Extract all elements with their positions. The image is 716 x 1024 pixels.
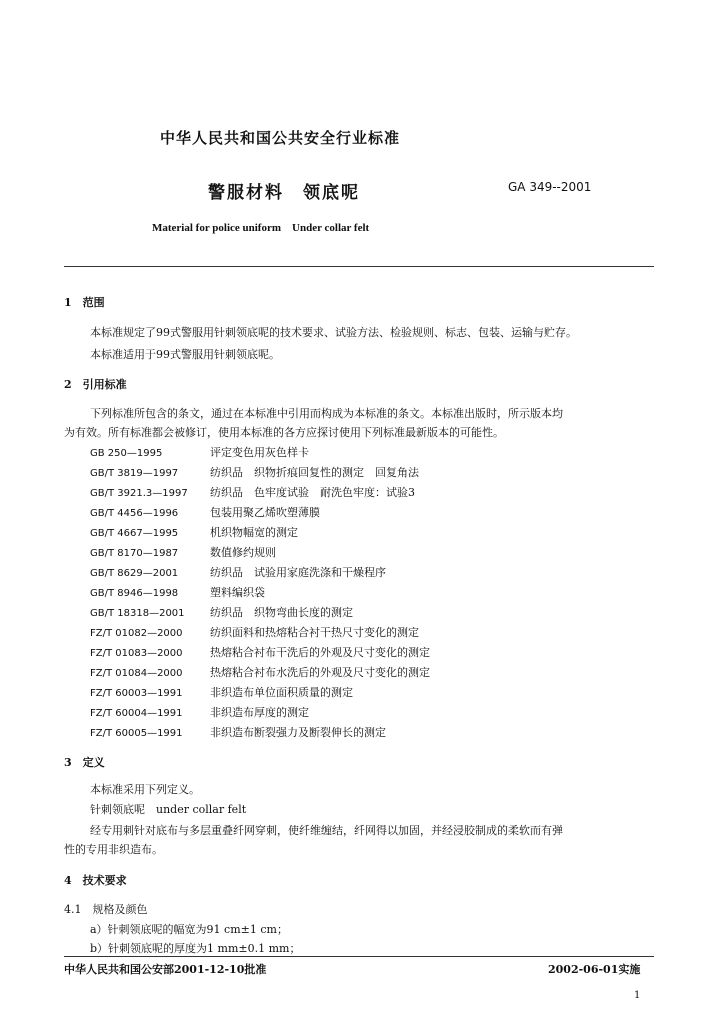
section-1-para-1: 本标准规定了99式警服用针刺领底呢的技术要求、试验方法、检验规则、标志、包装、运输与贮存。	[90, 326, 577, 339]
spec-item-b: b）针刺领底呢的厚度为1 mm±0.1 mm；	[90, 942, 301, 955]
doc-code: GA 349--2001	[508, 180, 592, 194]
reference-code: FZ/T 60003—1991	[90, 688, 183, 699]
reference-item	[90, 544, 276, 560]
reference-title: 评定变色用灰色样卡	[210, 446, 309, 459]
section-2-heading: 2 引用标准	[64, 378, 127, 391]
doc-title-en: Material for police uniform Under collar felt	[152, 222, 370, 234]
reference-title: 非织造布断裂强力及断裂伸长的测定	[210, 726, 386, 739]
reference-title: 非织造布单位面积质量的测定	[210, 686, 353, 699]
reference-item	[90, 704, 309, 720]
header-rule	[64, 266, 654, 267]
doc-title: 警服材料 领底呢	[208, 183, 360, 203]
reference-code: GB/T 8170—1987	[90, 548, 179, 559]
reference-title: 纺织面料和热熔粘合衬干热尺寸变化的测定	[210, 626, 419, 639]
reference-item	[90, 464, 419, 480]
reference-code: GB/T 8946—1998	[90, 588, 179, 599]
reference-code: GB/T 18318—2001	[90, 608, 185, 619]
reference-code: FZ/T 01083—2000	[90, 648, 183, 659]
reference-code: GB/T 4667—1995	[90, 528, 179, 539]
reference-title: 机织物幅宽的测定	[210, 526, 298, 539]
reference-code: FZ/T 60005—1991	[90, 728, 183, 739]
standard-title: 中华人民共和国公共安全行业标准	[160, 129, 401, 147]
section-3-para-1: 本标准采用下列定义。	[90, 783, 200, 796]
section-1-para-2: 本标准适用于99式警服用针刺领底呢。	[90, 348, 280, 361]
section-4-1-heading: 4.1 规格及颜色	[64, 903, 148, 916]
footer-rule	[64, 956, 654, 957]
reference-item	[90, 504, 320, 520]
page-number: 1	[634, 990, 641, 1001]
reference-item	[90, 604, 353, 620]
section-2-intro-1: 下列标准所包含的条文，通过在本标准中引用而构成为本标准的条文。本标准出版时，所示版本均	[90, 407, 563, 420]
reference-code: GB/T 8629—2001	[90, 568, 179, 579]
reference-title: 非织造布厚度的测定	[210, 706, 309, 719]
section-1-heading: 1 范围	[64, 296, 105, 309]
reference-title: 包装用聚乙烯吹塑薄膜	[210, 506, 320, 519]
reference-item	[90, 564, 386, 580]
section-4-heading: 4 技术要求	[64, 874, 127, 887]
reference-item	[90, 724, 386, 740]
reference-item	[90, 444, 309, 460]
reference-code: GB/T 3819—1997	[90, 468, 179, 479]
reference-code: GB/T 3921.3—1997	[90, 488, 188, 499]
reference-title: 热熔粘合衬布水洗后的外观及尺寸变化的测定	[210, 666, 430, 679]
reference-code: GB 250—1995	[90, 448, 163, 459]
approval-text: 中华人民共和国公安部2001-12-10批准	[64, 963, 267, 976]
reference-item	[90, 644, 430, 660]
spec-item-a: a）针刺领底呢的幅宽为91 cm±1 cm；	[90, 923, 288, 936]
reference-code: FZ/T 60004—1991	[90, 708, 183, 719]
reference-item	[90, 664, 430, 680]
reference-item	[90, 624, 419, 640]
reference-title: 热熔粘合衬布干洗后的外观及尺寸变化的测定	[210, 646, 430, 659]
definition-term: 针刺领底呢 under collar felt	[90, 803, 247, 816]
reference-code: GB/T 4456—1996	[90, 508, 179, 519]
reference-item	[90, 684, 353, 700]
reference-code: FZ/T 01082—2000	[90, 628, 183, 639]
definition-text-1: 经专用刺针对底布与多层重叠纤网穿刺，使纤维缠结，纤网得以加固，并经浸胶制成的柔软而有弹	[90, 824, 563, 837]
reference-title: 塑料编织袋	[210, 586, 265, 599]
reference-item	[90, 524, 298, 540]
reference-title: 数值修约规则	[210, 546, 276, 559]
section-3-heading: 3 定义	[64, 756, 105, 769]
reference-title: 纺织品 织物折痕回复性的测定 回复角法	[210, 466, 419, 479]
definition-text-2: 性的专用非织造布。	[64, 843, 163, 856]
reference-title: 纺织品 试验用家庭洗涤和干燥程序	[210, 566, 386, 579]
reference-title: 纺织品 色牢度试验 耐洗色牢度：试验3	[210, 486, 415, 499]
implementation-text: 2002-06-01实施	[548, 963, 641, 976]
section-2-intro-2: 为有效。所有标准都会被修订，使用本标准的各方应探讨使用下列标准最新版本的可能性。	[64, 426, 504, 439]
reference-item	[90, 484, 415, 500]
reference-code: FZ/T 01084—2000	[90, 668, 183, 679]
reference-title: 纺织品 织物弯曲长度的测定	[210, 606, 353, 619]
reference-item	[90, 584, 265, 600]
